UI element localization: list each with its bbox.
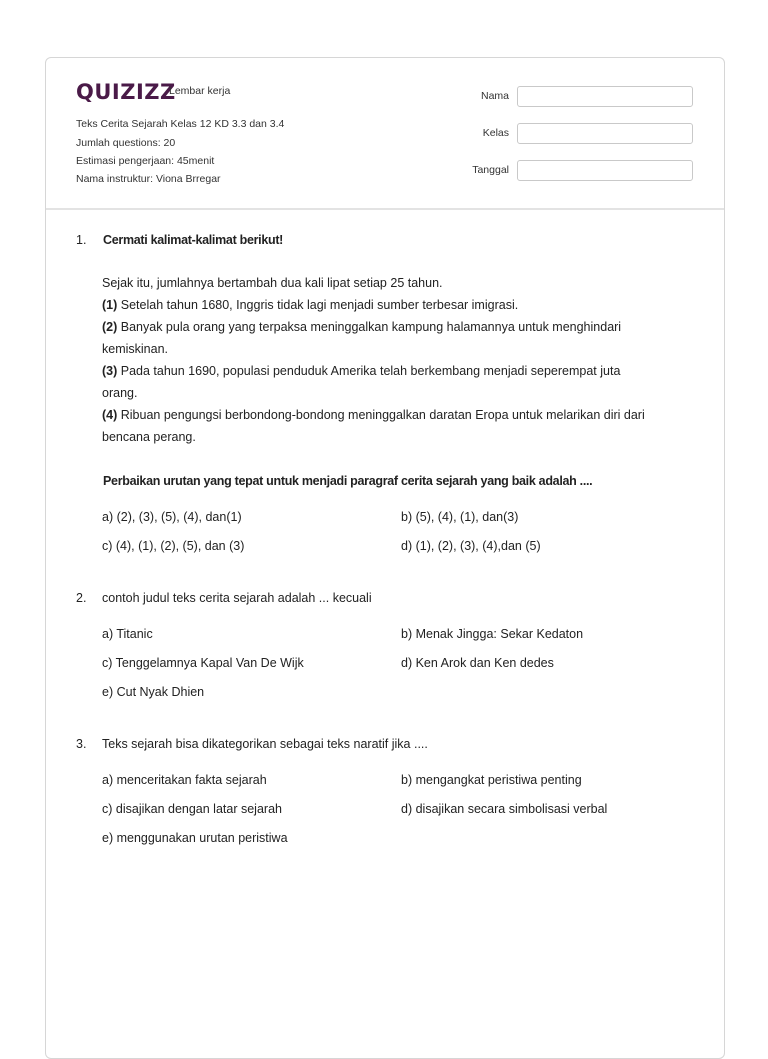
passage-line: orang. bbox=[102, 386, 138, 400]
passage-line: (1) Setelah tahun 1680, Inggris tidak lagi menjadi sumber terbesar imigrasi. bbox=[102, 298, 519, 312]
passage-line: Sejak itu, jumlahnya bertambah dua kali lipat setiap 25 tahun. bbox=[102, 276, 443, 290]
question-count: Jumlah questions: 20 bbox=[76, 137, 176, 149]
answer-option: c) Tenggelamnya Kapal Van De Wijk bbox=[102, 656, 304, 670]
passage-line: bencana perang. bbox=[102, 430, 196, 444]
answer-option: d) disajikan secara simbolisasi verbal bbox=[401, 802, 608, 816]
passage-line: kemiskinan. bbox=[102, 342, 168, 356]
answer-option: b) mengangkat peristiwa penting bbox=[401, 773, 582, 787]
instructor-name: Nama instruktur: Viona Brregar bbox=[76, 173, 221, 185]
answer-option: c) disajikan dengan latar sejarah bbox=[102, 802, 282, 816]
answer-option: c) (4), (1), (2), (5), dan (3) bbox=[102, 539, 245, 553]
answer-option: e) menggunakan urutan peristiwa bbox=[102, 831, 288, 845]
estimated-time: Estimasi pengerjaan: 45menit bbox=[76, 155, 215, 167]
worksheet-subtitle: Lembar kerja bbox=[169, 85, 231, 97]
answer-option: b) Menak Jingga: Sekar Kedaton bbox=[401, 627, 584, 641]
worksheet-title: Teks Cerita Sejarah Kelas 12 KD 3.3 dan 3.4 bbox=[76, 118, 285, 130]
worksheet-header bbox=[46, 58, 724, 210]
answer-option: d) Ken Arok dan Ken dedes bbox=[401, 656, 554, 670]
question-number: 3. bbox=[76, 737, 87, 751]
question-prompt: Teks sejarah bisa dikategorikan sebagai teks naratif jika .... bbox=[102, 737, 428, 751]
tanggal-label: Tanggal bbox=[472, 164, 509, 176]
quizizz-logo: QUIZIZZ bbox=[76, 80, 176, 104]
answer-option: a) menceritakan fakta sejarah bbox=[102, 773, 267, 787]
passage-line: (3) Pada tahun 1690, populasi penduduk Amerika telah berkembang menjadi seperempat juta bbox=[102, 364, 621, 378]
answer-option: a) Titanic bbox=[102, 627, 153, 641]
answer-option: a) (2), (3), (5), (4), dan(1) bbox=[102, 510, 242, 524]
nama-field[interactable] bbox=[517, 86, 693, 107]
tanggal-field[interactable] bbox=[517, 160, 693, 181]
question-passage bbox=[102, 272, 692, 448]
passage-line: (2) Banyak pula orang yang terpaksa meninggalkan kampung halamannya untuk menghindari bbox=[102, 320, 622, 334]
passage-line: (4) Ribuan pengungsi berbondong-bondong meninggalkan daratan Eropa untuk melarikan diri dari bbox=[102, 408, 645, 422]
question-number: 2. bbox=[76, 591, 87, 605]
kelas-label: Kelas bbox=[482, 127, 509, 139]
question-instruction: Perbaikan urutan yang tepat untuk menjadi paragraf cerita sejarah yang baik adalah .... bbox=[103, 474, 593, 488]
answer-option: e) Cut Nyak Dhien bbox=[102, 685, 205, 699]
question-prompt: contoh judul teks cerita sejarah adalah ... kecuali bbox=[102, 591, 372, 605]
kelas-field[interactable] bbox=[517, 123, 693, 144]
nama-label: Nama bbox=[480, 90, 509, 102]
worksheet bbox=[45, 57, 725, 1059]
question-prompt: Cermati kalimat-kalimat berikut! bbox=[103, 233, 284, 247]
question-number: 1. bbox=[76, 233, 87, 247]
answer-option: d) (1), (2), (3), (4),dan (5) bbox=[401, 539, 541, 553]
answer-option: b) (5), (4), (1), dan(3) bbox=[401, 510, 519, 524]
